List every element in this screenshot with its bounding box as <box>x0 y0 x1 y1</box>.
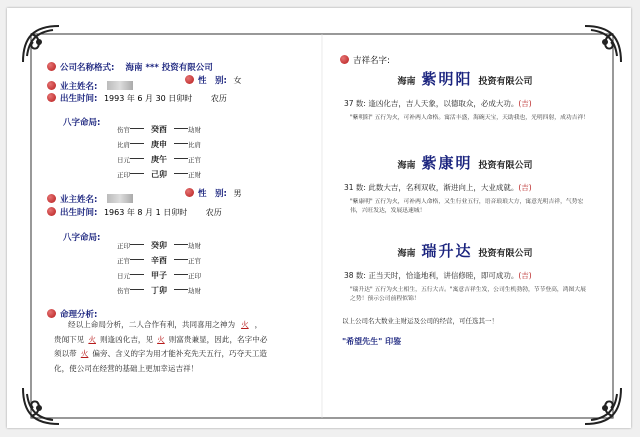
company-format-label: 公司名称格式: <box>60 63 115 73</box>
bullet-icon <box>47 309 56 318</box>
bullet-icon <box>47 62 56 71</box>
redacted-name <box>107 194 133 203</box>
owner2-sex-row <box>185 187 241 199</box>
bullet-icon <box>47 93 56 102</box>
bazi-row: 伤官 癸酉 劫财 <box>117 125 201 134</box>
owner1-calendar: 农历 <box>210 94 227 103</box>
owner1-bazi-label-row <box>63 110 100 129</box>
owner2-birth-value: 1963 年 8 月 1 日卯时 <box>103 208 188 217</box>
company-name-3: 海南 瑞升达 投资有限公司 <box>397 242 533 260</box>
owner1-birth-value: 1993 年 6 月 30 日卯时 <box>103 94 193 103</box>
company-name-2: 海南 紫康明 投资有限公司 <box>397 154 533 172</box>
owner1-sex-row <box>185 74 241 86</box>
company-format-row <box>47 55 213 74</box>
name-3-note: "瑞升达" 五行为火土相生，五行大吉。"寓意吉祥生发，公司生机勃勃，节节登高，鸿图大展之势！预示公司前程似锦！ <box>350 287 586 302</box>
owner1-sex-value: 女 <box>233 76 242 85</box>
owner1-bazi-label: 八字命局: <box>63 118 101 128</box>
company-name-1: 海南 紫明阳 投资有限公司 <box>397 70 533 88</box>
bazi-row: 正印 己卯 正财 <box>117 170 201 179</box>
bazi-row: 伤官 丁卯 劫财 <box>117 286 201 295</box>
owner1-name-row <box>47 74 133 93</box>
bullet-icon <box>185 75 194 84</box>
redacted-name <box>107 81 133 90</box>
lucky-names-title-row <box>340 48 390 67</box>
owner2-bazi-table <box>104 240 208 300</box>
bullet-icon <box>185 188 194 197</box>
owner1-name-label: 业主姓名: <box>60 82 98 92</box>
footer-text: 以上公司名大数业主财运及公司的经营，可任选其一！ <box>342 317 498 325</box>
bullet-icon <box>340 55 349 64</box>
lucky-names-title: 吉祥名字: <box>353 56 390 66</box>
corner-ornament-icon <box>569 372 625 428</box>
owner2-bazi-label: 八字命局: <box>63 233 101 243</box>
bazi-row: 日元 庚午 正官 <box>117 155 201 164</box>
owner1-birth-row <box>47 92 227 104</box>
name-1-note: "紫明阳" 五行为火，可补两人命格。寓活丰盛，海碗天宝，天助我也，光明四射，成功吉祥！ <box>350 115 590 121</box>
owner2-name-row <box>47 187 133 206</box>
owner2-sex-label: 性 别: <box>198 189 227 199</box>
bullet-icon <box>47 207 56 216</box>
bazi-row: 正印 癸卯 劫财 <box>117 241 201 250</box>
bazi-row: 正官 辛酉 正官 <box>117 256 201 265</box>
owner1-bazi-table <box>104 124 208 184</box>
owner1-birth-label: 出生时间: <box>60 94 98 104</box>
bullet-icon <box>47 194 56 203</box>
analysis-paragraph: 经以上命局分析，二人合作有利，共同喜用之神为 火 ， 贵闻下见 火 则逢凶化吉，见 火 则富贵兼显，因此，名字中必 须以带 火 偏旁、含义的字为用才能补充先天五行，巧夺天工造 化，使公司在经营的基础上更加幸运吉祥！ <box>54 320 268 373</box>
corner-ornament-icon <box>19 372 75 428</box>
name-2-description: 31 数: 此数大吉，名利双收，渐进向上，大业成就。(吉) <box>344 183 532 192</box>
name-1-description: 37 数: 逢凶化吉，吉人天象，以德取众，必成大功。(吉) <box>344 99 532 108</box>
owner2-sex-value: 男 <box>233 189 242 198</box>
signature-stamp: "希望先生" 印鉴 <box>342 337 402 346</box>
owner2-bazi-label-row <box>63 225 100 244</box>
name-2-note: "紫康明" 五行为火，可补两人命格，又生行业五行，语音琅琅大方，寓意光明吉祥，气势宏伟，兴旺发达，发展迅速城！ <box>350 199 584 214</box>
analysis-label: 命理分析: <box>60 310 98 320</box>
company-format-value: 海南 *** 投资有限公司 <box>125 63 213 73</box>
bullet-icon <box>47 81 56 90</box>
bazi-row: 比肩 庚申 比肩 <box>117 140 201 149</box>
name-3-description: 38 数: 正当天时，恰逢地利，讲信修睦，即可成功。(吉) <box>344 271 532 280</box>
owner2-calendar: 农历 <box>205 208 222 217</box>
owner1-sex-label: 性 别: <box>198 76 227 86</box>
owner2-birth-row <box>47 206 222 218</box>
bazi-row: 日元 甲子 正印 <box>117 271 201 280</box>
owner2-birth-label: 出生时间: <box>60 208 98 218</box>
owner2-name-label: 业主姓名: <box>60 195 98 205</box>
